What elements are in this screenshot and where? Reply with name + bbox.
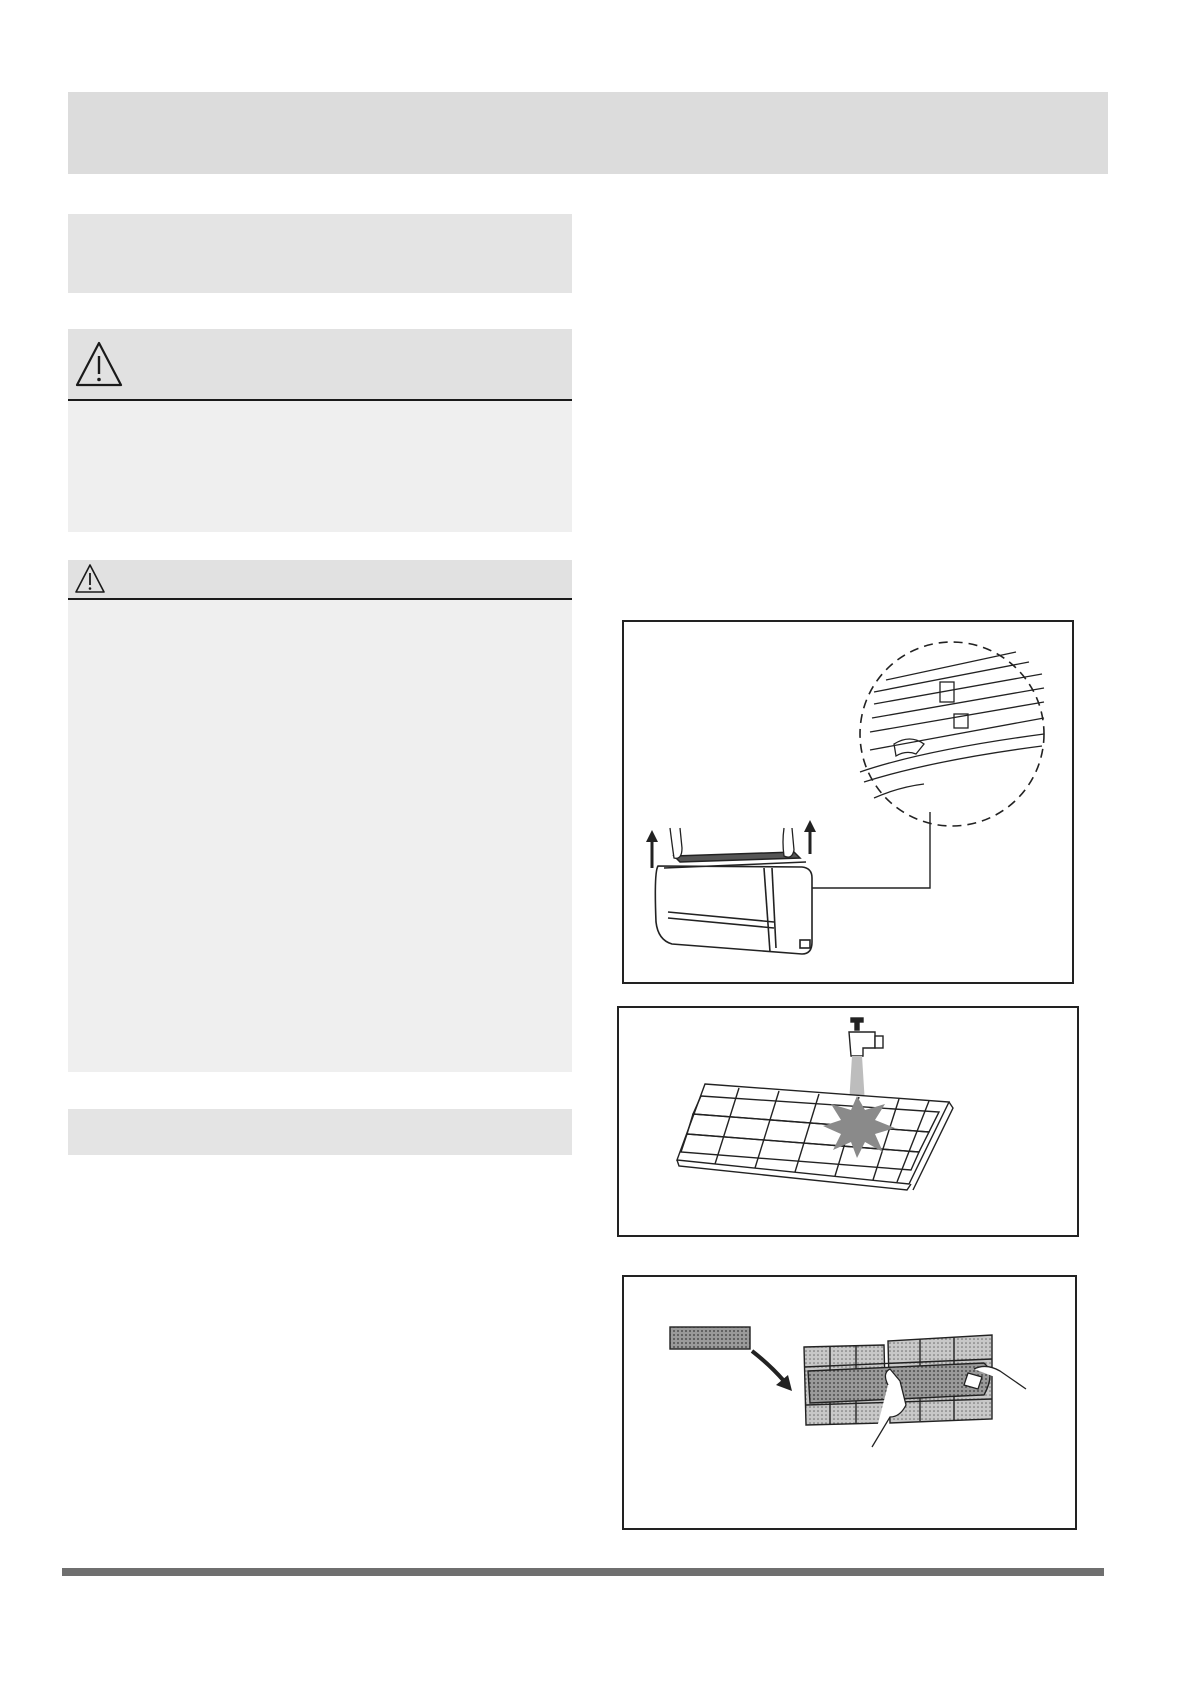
warning-body [68, 401, 572, 532]
detail-leader-line [796, 812, 930, 888]
figure-replace-filter [622, 1275, 1077, 1530]
footer-rule [62, 1568, 1104, 1576]
detail-magnifier-circle [860, 642, 1044, 826]
detail-filter-edge [860, 652, 1044, 798]
warning-header [68, 329, 572, 401]
section-2-title-box [68, 1109, 572, 1155]
caution-header [68, 560, 572, 600]
indoor-unit [655, 866, 812, 954]
warning-triangle-icon [74, 340, 124, 393]
caution-triangle-icon [74, 563, 106, 600]
loose-filter-element [670, 1327, 750, 1349]
caution-body [68, 600, 572, 1072]
figure-remove-filter [622, 620, 1074, 984]
page-header-band [68, 92, 1108, 174]
replace-filter-illustration [624, 1277, 1075, 1528]
section-title-box [68, 214, 572, 293]
wash-filter-illustration [619, 1008, 1077, 1235]
filter-mesh [677, 1084, 953, 1190]
water-tap-icon [849, 1018, 883, 1056]
figure-wash-filter [617, 1006, 1079, 1237]
insert-arrow [752, 1351, 784, 1381]
remove-filter-illustration [624, 622, 1072, 982]
